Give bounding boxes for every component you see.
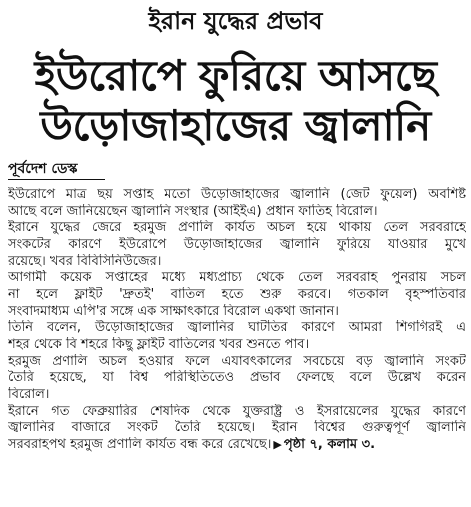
kicker-headline: ইরান যুদ্ধের প্রভাব — [148, 7, 323, 35]
main-headline-line-1: ইউরোপে ফুরিয়ে আসছে — [34, 51, 437, 100]
article-line: তৈরি হয়েছে, যা বিশ্ব পরিস্থিতিতেও প্রভাব ফেলছে বলে উল্লেখ করেন — [8, 370, 466, 386]
article-line: সংবাদমাধ্যম এপি'র সঙ্গে এক সাক্ষাৎকারে বিরোল একথা জানান। — [8, 303, 339, 319]
article-line: জ্বালানির বাজারে সংকট তৈরি হয়েছে। ইরান বিশ্বের গুরুত্বপূর্ণ জ্বালানি — [8, 420, 466, 436]
article-line: আছে বলে জানিয়েছেন জ্বালানি সংস্থার (আইইএ) প্রধান ফাতিহ বিরোল। — [8, 203, 378, 219]
article-line: আগামী কয়েক সপ্তাহের মধ্যে মধ্যপ্রাচ্য থেকে তেল সরবরাহ পুনরায় সচল — [8, 270, 466, 286]
article-line: না হলে ফ্লাইট 'দ্রুতই' বাতিল হতে শুরু করবে। গতকাল বৃহস্পতিবার — [8, 286, 466, 302]
article-line: বিরোল। — [8, 386, 50, 402]
byline: পূর্বদেশ ডেস্ক — [8, 161, 78, 177]
main-headline-line-2: উড়োজাহাজের জ্বালানি — [40, 101, 431, 150]
article-line: হরমুজ প্রণালি অচল হওয়ার ফলে এযাবৎকালের সবচেয়ে বড় জ্বালানি সংকট — [8, 353, 466, 369]
article-line: সংকটের কারণে ইউরোপে উড়োজাহাজের জ্বালানি ফুরিয়ে যাওয়ার মুখে — [8, 236, 466, 252]
article-line-text: সরবরাহপথ হরমুজ প্রণালি কার্যত বন্ধ করে রেখেছে। — [8, 436, 272, 452]
article-line: তিনি বলেন, উড়োজাহাজের জ্বালানির ঘাটতির কারণে আমরা শিগগিরই এ — [8, 320, 466, 336]
byline-underline — [8, 179, 105, 180]
article-line: ইউরোপে মাত্র ছয় সপ্তাহ মতো উড়োজাহাজের জ্বালানি (জেট ফুয়েল) অবশিষ্ট — [8, 187, 466, 202]
article-body — [8, 187, 466, 454]
continuation-reference[interactable]: পৃষ্ঠা ৭, কলাম ৩. — [283, 436, 376, 452]
article-line: ইরানে গত ফেব্রুয়ারির শেষদিক থেকে যুক্তরাষ্ট্র ও ইসরায়েলের যুদ্ধের কারণে — [8, 403, 466, 419]
article-line: শহর থেকে বি শহরে কিছু ফ্লাইট বাতিলের খবর শুনতে পাব। — [8, 336, 310, 352]
article-line: ইরানে যুদ্ধের জেরে হরমুজ প্রণালি কার্যত অচল হয়ে থাকায় তেল সরবরাহে — [8, 220, 466, 236]
triangle-right-icon: ▶ — [273, 437, 282, 451]
article-final-line — [8, 437, 466, 454]
article-line: রয়েছে। খবর বিবিসিনিউজের। — [8, 253, 162, 269]
